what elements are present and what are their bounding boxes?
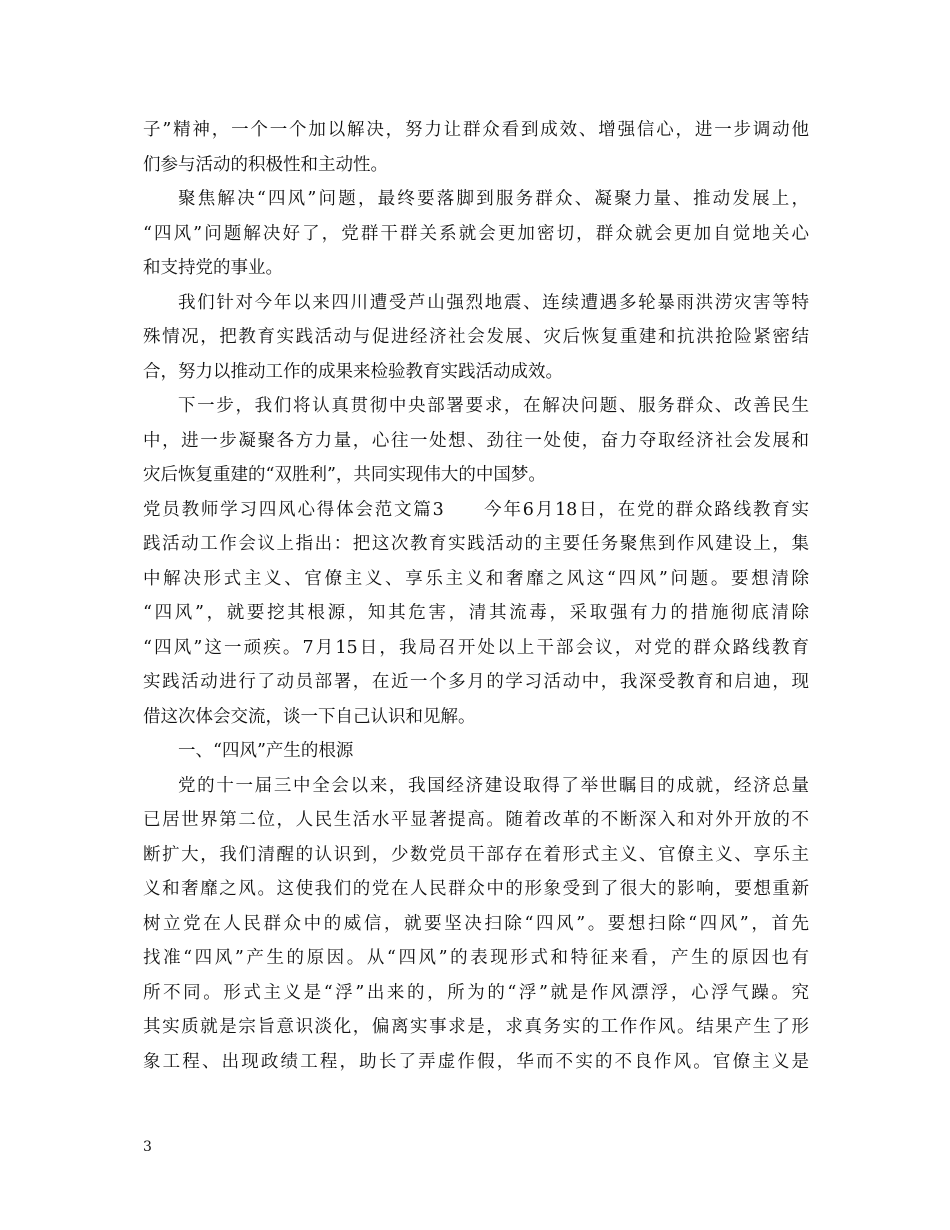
text-line: 子”精神，一个一个加以解决，努力让群众看到成效、增强信心，进一步调动他 <box>143 120 809 140</box>
text-line: “四风”这一顽疾。7月15日，我局召开处以上干部会议，对党的群众路线教育 <box>143 637 809 658</box>
text-line: 党的十一届三中全会以来，我国经济建设取得了举世瞩目的成就，经济总量 <box>178 775 809 796</box>
text-line: 党员教师学习四风心得体会范文篇3 今年6月18日，在党的群众路线教育实 <box>143 499 809 520</box>
text-line: 和支持党的事业。 <box>143 258 283 278</box>
text-line: 象工程、出现政绩工程，助长了弄虚作假，华而不实的不良作风。官僚主义是 <box>143 1051 809 1072</box>
text-line: 找准“四风”产生的原因。从“四风”的表现形式和特征来看，产生的原因也有 <box>143 948 809 968</box>
text-line: 下一步，我们将认真贯彻中央部署要求，在解决问题、服务群众、改善民生 <box>178 396 809 416</box>
page-number: 3 <box>143 1139 152 1155</box>
text-line: 其实质就是宗旨意识淡化，偏离实事求是，求真务实的工作作风。结果产生了形 <box>143 1017 809 1037</box>
text-line: 我们针对今年以来四川遭受芦山强烈地震、连续遭遇多轮暴雨洪涝灾害等特 <box>178 292 809 313</box>
text-line: 已居世界第二位，人民生活水平显著提高。随着改革的不断深入和对外开放的不 <box>143 810 809 830</box>
text-line: 合，努力以推动工作的成果来检验教育实践活动成效。 <box>143 361 563 382</box>
body-text <box>143 113 809 1079</box>
text-line: 殊情况，把教育实践活动与促进经济社会发展、灾后恢复重建和抗洪抢险紧密结 <box>143 327 809 347</box>
text-line: 们参与活动的积极性和主动性。 <box>143 154 388 175</box>
text-line: 实践活动进行了动员部署，在近一个多月的学习活动中，我深受教育和启迪，现 <box>143 672 809 692</box>
text-line: 中，进一步凝聚各方力量，心往一处想、劲往一处使，奋力夺取经济社会发展和 <box>143 430 809 451</box>
section-heading: 一、“四风”产生的根源 <box>178 741 354 761</box>
text-line: “四风”问题解决好了，党群干群关系就会更加密切，群众就会更加自觉地关心 <box>143 223 809 244</box>
text-line: 借这次体会交流，谈一下自己认识和见解。 <box>143 706 476 727</box>
text-line: 义和奢靡之风。这使我们的党在人民群众中的形象受到了很大的影响，要想重新 <box>143 879 809 899</box>
text-line: 断扩大，我们清醒的认识到，少数党员干部存在着形式主义、官僚主义、享乐主 <box>143 844 809 865</box>
text-line: 灾后恢复重建的“双胜利”，共同实现伟大的中国梦。 <box>143 465 546 485</box>
text-line: “四风”，就要挖其根源，知其危害，清其流毒，采取强有力的措施彻底清除 <box>143 603 809 623</box>
text-line: 中解决形式主义、官僚主义、享乐主义和奢靡之风这“四风”问题。要想清除 <box>143 568 809 589</box>
text-line: 聚焦解决“四风”问题，最终要落脚到服务群众、凝聚力量、推动发展上， <box>178 189 809 209</box>
text-line: 践活动工作会议上指出：把这次教育实践活动的主要任务聚焦到作风建设上，集 <box>143 534 809 554</box>
text-line: 树立党在人民群众中的威信，就要坚决扫除“四风”。要想扫除“四风”，首先 <box>143 913 809 934</box>
text-line: 所不同。形式主义是“浮”出来的，所为的“浮”就是作风漂浮，心浮气躁。究 <box>143 982 809 1003</box>
